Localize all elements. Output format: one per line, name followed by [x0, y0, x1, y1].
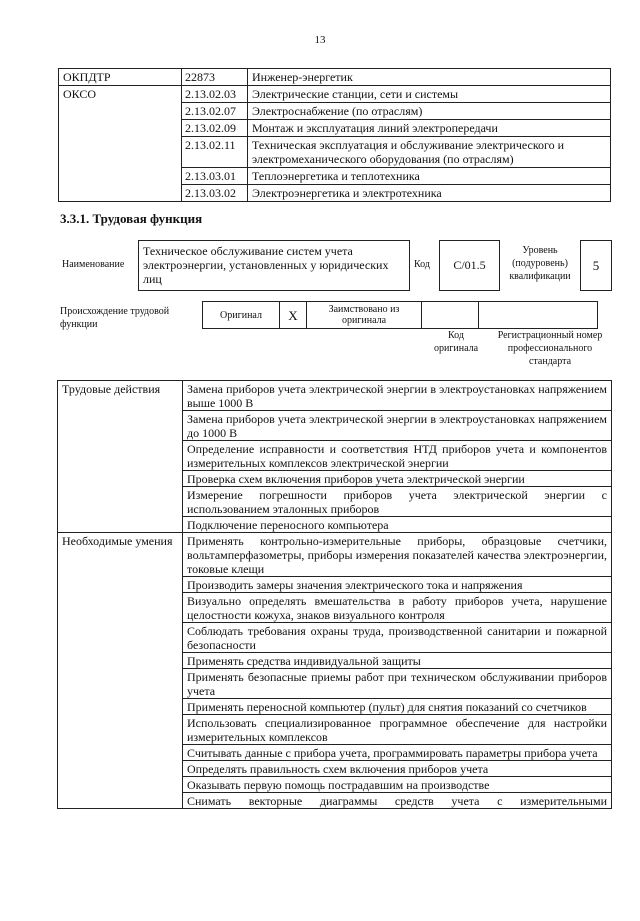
classifier-code: 2.13.02.09 [182, 120, 248, 137]
function-name: Техническое обслуживание систем учета электроэнергии, установленных у юридических лиц [138, 240, 410, 291]
classifier-name: Техническая эксплуатация и обслуживание электрического и электромеханического оборудования (по отраслям) [248, 137, 611, 168]
original-code-cell [422, 302, 479, 329]
requirement-item: Определять правильность схем включения приборов учета [183, 761, 612, 777]
qualification-level: 5 [580, 240, 612, 291]
qualification-level-label: Уровень (подуровень) квалификации [509, 245, 571, 282]
classifier-name: Инженер-энергетик [248, 69, 611, 86]
requirement-item: Производить замеры значения электрического тока и напряжения [183, 577, 612, 593]
skills-label: Необходимые умения [58, 533, 183, 809]
name-label: Наименование [62, 259, 125, 270]
original-mark: X [280, 302, 307, 329]
classifier-code: 2.13.02.03 [182, 86, 248, 103]
origin-table [202, 301, 598, 329]
requirement-item: Оказывать первую помощь пострадавшим на производстве [183, 777, 612, 793]
requirement-item: Применять безопасные приемы работ при техническом обслуживании приборов учета [183, 669, 612, 699]
requirement-item: Применять контрольно-измерительные приборы, образцовые счетчики, вольтамперфазометры, приборы измерения показателей качества электроэнергии, токовые клещи [183, 533, 612, 577]
registration-number-cell [479, 302, 598, 329]
requirement-item: Применять средства индивидуальной защиты [183, 653, 612, 669]
requirement-item: Считывать данные с прибора учета, программировать параметры прибора учета [183, 745, 612, 761]
requirement-item: Замена приборов учета электрической энергии в электроустановках напряжением выше 1000 В [183, 381, 612, 411]
classifier-label: ОКСО [59, 86, 182, 202]
requirement-item: Подключение переносного компьютера [183, 517, 612, 533]
code-label: Код [414, 259, 430, 270]
section-heading: 3.3.1. Трудовая функция [60, 211, 203, 226]
classifier-code: 2.13.02.11 [182, 137, 248, 168]
origin-label: Происхождение трудовой функции [60, 306, 170, 330]
requirement-item: Применять переносной компьютер (пульт) для снятия показаний со счетчиков [183, 699, 612, 715]
classifier-name: Электрические станции, сети и системы [248, 86, 611, 103]
requirement-row [58, 533, 612, 577]
classifier-code: 2.13.02.07 [182, 103, 248, 120]
registration-caption: Регистрационный номер профессионального стандарта [497, 330, 603, 367]
classifier-table [58, 68, 611, 202]
function-code: C/01.5 [439, 240, 500, 291]
classifier-row [59, 86, 611, 103]
requirement-item: Проверка схем включения приборов учета электрической энергии [183, 471, 612, 487]
original-cell: Оригинал [203, 302, 280, 329]
requirement-row [58, 381, 612, 411]
requirement-item: Соблюдать требования охраны труда, производственной санитарии и пожарной безопасности [183, 623, 612, 653]
classifier-row [59, 69, 611, 86]
requirement-item: Визуально определять вмешательства в работу приборов учета, нарушение целостности кожуха, знаков визуального контроля [183, 593, 612, 623]
requirement-item: Снимать векторные диаграммы средств учета с измерительными [183, 793, 612, 809]
borrowed-cell: Заимствовано из оригинала [307, 302, 422, 329]
labor-actions-label: Трудовые действия [58, 381, 183, 533]
code-caption: Код оригинала [433, 330, 479, 354]
classifier-label: ОКПДТР [59, 69, 182, 86]
requirements-table [57, 380, 612, 809]
requirement-item: Замена приборов учета электрической энергии в электроустановках напряжением до 1000 В [183, 411, 612, 441]
classifier-name: Теплоэнергетика и теплотехника [248, 168, 611, 185]
classifier-name: Монтаж и эксплуатация линий электропередачи [248, 120, 611, 137]
requirement-item: Определение исправности и соответствия НТД приборов учета и компонентов измерительных комплексов электрической энергии [183, 441, 612, 471]
requirement-item: Измерение погрешности приборов учета электрической энергии с использованием эталонных приборов [183, 487, 612, 517]
classifier-code: 2.13.03.01 [182, 168, 248, 185]
page-number: 13 [314, 34, 326, 46]
classifier-code: 2.13.03.02 [182, 185, 248, 202]
requirement-item: Использовать специализированное программное обеспечение для настройки измерительных комплексов [183, 715, 612, 745]
classifier-name: Электроснабжение (по отраслям) [248, 103, 611, 120]
classifier-name: Электроэнергетика и электротехника [248, 185, 611, 202]
classifier-code: 22873 [182, 69, 248, 86]
